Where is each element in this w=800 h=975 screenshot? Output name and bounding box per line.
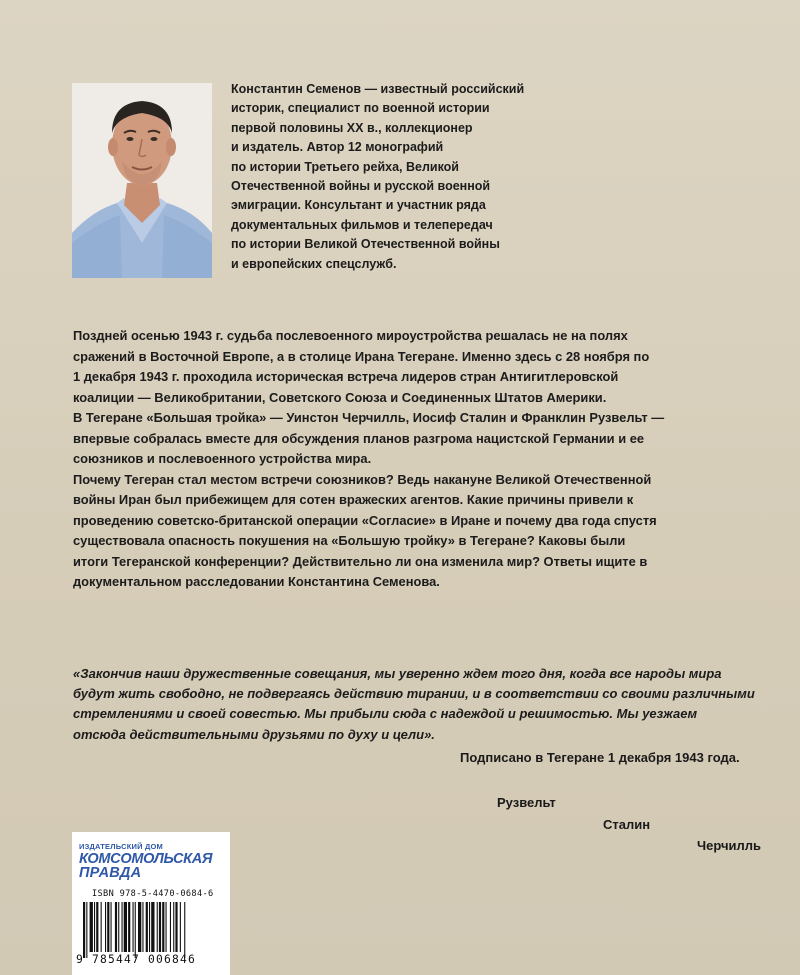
publisher-logo-line2: ПРАВДА — [79, 865, 142, 881]
blurb-line: проведению советско-британской операции «Согласие» в Иране и почему два года спустя — [73, 512, 657, 528]
signed-note: Подписано в Тегеране 1 декабря 1943 года. — [460, 750, 740, 765]
barcode-bar — [111, 902, 112, 952]
blurb-line: В Тегеране «Большая тройка» — Уинстон Черчилль, Иосиф Сталин и Франклин Рузвельт — — [73, 410, 665, 425]
signatory-stalin: Сталин — [603, 817, 651, 832]
signatory-roosevelt: Рузвельт — [497, 795, 556, 810]
publisher-block — [72, 832, 230, 975]
barcode-bar — [83, 902, 85, 958]
blurb-line: коалиции — Великобритании, Советского Союза и Соединенных Штатов Америки. — [73, 389, 607, 405]
barcode-bar — [122, 902, 123, 952]
publisher-house-label: ИЗДАТЕЛЬСКИЙ ДОМ — [79, 842, 164, 851]
barcode-bar — [173, 902, 174, 952]
barcode-bar — [107, 902, 109, 952]
barcode-bar — [138, 902, 141, 952]
barcode-bar — [135, 902, 136, 958]
bio-line: по истории Великой Отечественной войны — [231, 237, 500, 252]
barcode-bar — [133, 902, 134, 952]
isbn-text: ISBN 978-5-4470-0684-6 — [92, 889, 214, 899]
barcode-bar — [149, 902, 150, 952]
barcode-bar — [101, 902, 102, 952]
bio-line: историк, специалист по военной истории — [231, 101, 490, 116]
bio-line: и издатель. Автор 12 монографий — [231, 140, 444, 155]
quote-line: отсюда действительными друзьями по духу и цели». — [73, 726, 435, 742]
barcode-bar — [184, 902, 185, 958]
barcode-bar — [94, 902, 95, 952]
barcode-digits: 9 785447 006846 — [76, 953, 197, 966]
barcode-bar — [128, 902, 130, 952]
blurb-line: Почему Тегеран стал местом встречи союзников? Ведь накануне Великой Отечественной — [73, 471, 652, 487]
barcode-bar — [162, 902, 164, 952]
bio-line: эмиграции. Консультант и участник ряда — [231, 198, 486, 213]
barcode-bar — [151, 902, 154, 952]
barcode-bar — [118, 902, 119, 952]
author-photo — [72, 83, 212, 278]
barcode-bar — [166, 902, 167, 952]
signatory-churchill: Черчилль — [697, 838, 762, 853]
barcode-bar — [124, 902, 127, 952]
barcode-bar — [96, 902, 98, 952]
barcode-bar — [175, 902, 177, 952]
barcode-bar — [157, 902, 158, 952]
quote-line: будут жить свободно, не подвергаясь действию тирании, и в соответствии со своими различными — [73, 686, 755, 702]
barcode-bar — [159, 902, 161, 952]
blurb-line: документальном расследовании Константина Семенова. — [73, 574, 440, 589]
quote-line: «Закончив наши дружественные совещания, мы уверенно ждем того дня, когда все народы мира — [73, 666, 722, 681]
bio-line: документальных фильмов и телепередач — [231, 217, 493, 232]
book-blurb — [73, 326, 773, 593]
quote-line: стремлениями и своей совестью. Мы прибыли сюда с надеждой и решимостью. Мы уезжаем — [73, 706, 698, 722]
blurb-line: существовала опасность покушения на «Большую тройку» в Тегеране? Каковы были — [73, 533, 626, 548]
barcode-bar — [105, 902, 106, 952]
blurb-line: войны Иран был прибежищем для сотен вражеских агентов. Какие причины привели к — [73, 492, 634, 507]
barcode-bar — [180, 902, 181, 952]
blurb-line: впервые собралась вместе для обсуждения планов разгрома нацистской Германии и ее — [73, 430, 645, 446]
blurb-line: Поздней осенью 1943 г. судьба послевоенного мироустройства решалась не на полях — [73, 328, 628, 343]
declaration-quote — [73, 664, 773, 745]
bio-line: по истории Третьего рейха, Великой — [231, 159, 459, 174]
blurb-line: союзников и послевоенного устройства мира. — [73, 451, 372, 466]
bio-line: Константин Семенов — известный российский — [231, 82, 525, 96]
blurb-line: итоги Тегеранской конференции? Действительно ли она изменила мир? Ответы ищите в — [73, 553, 648, 569]
barcode-bar — [142, 902, 143, 952]
blurb-line: 1 декабря 1943 г. проходила историческая встреча лидеров стран Антигитлеровской — [73, 369, 619, 384]
bio-line: первой половины XX в., коллекционер — [231, 120, 473, 135]
barcode-bar — [146, 902, 148, 952]
bio-line: и европейских спецслужб. — [231, 256, 397, 271]
barcode-bar — [90, 902, 93, 952]
blurb-line: сражений в Восточной Европе, а в столице Ирана Тегеране. Именно здесь с 28 ноября по — [73, 348, 650, 364]
author-bio — [231, 80, 531, 274]
barcode-bar — [115, 902, 117, 952]
bio-line: Отечественной войны и русской военной — [231, 179, 491, 194]
barcode-bar — [170, 902, 171, 952]
barcode-icon — [81, 902, 223, 960]
publisher-logo-line1: КОМСОМОЛЬСКАЯ — [79, 851, 213, 867]
barcode-bar — [86, 902, 87, 958]
